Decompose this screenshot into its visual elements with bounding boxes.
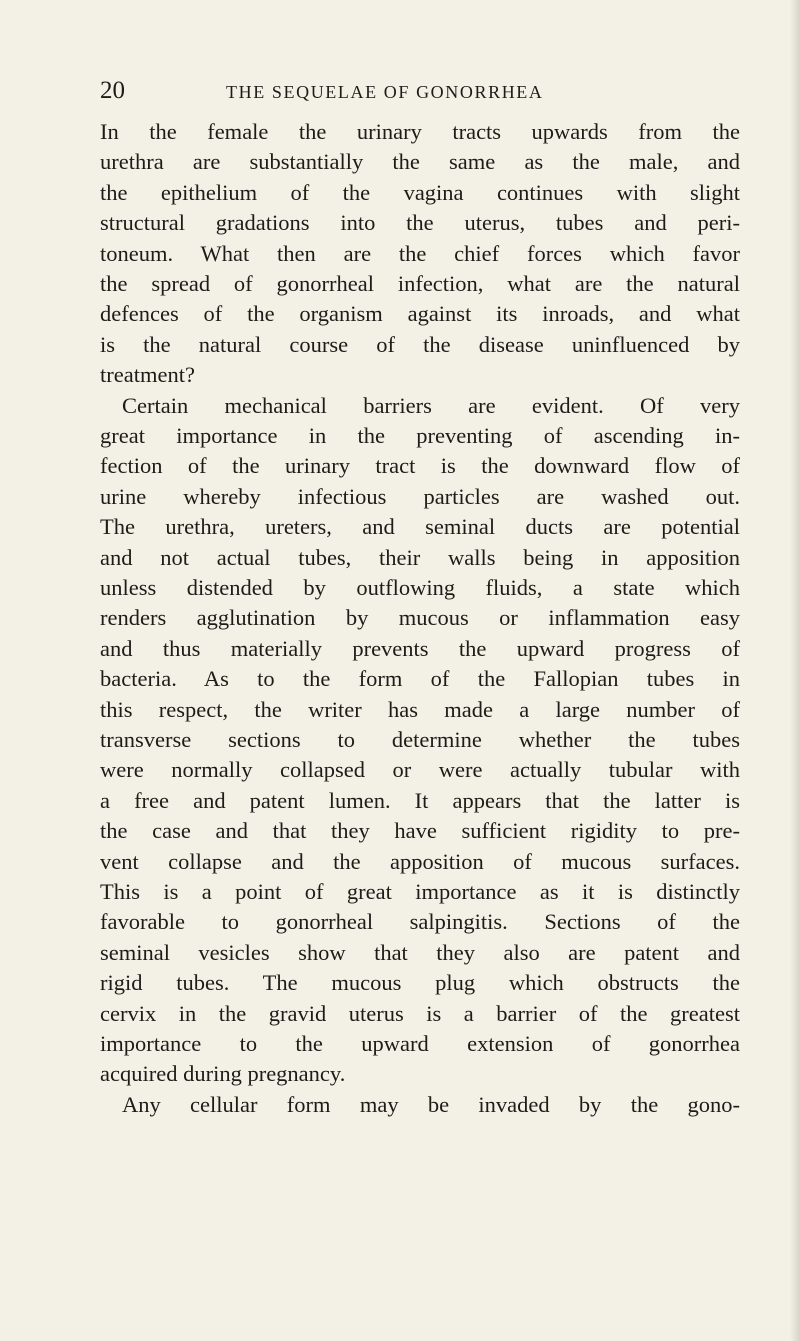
text-line: treatment? (100, 362, 195, 388)
text-line: unless distended by outflowing fluids, a state which (100, 575, 740, 600)
text-line: This is a point of great importance as it is distinctly (100, 879, 740, 904)
text-line: rigid tubes. The mucous plug which obstructs the (100, 970, 740, 996)
text-line: vent collapse and the apposition of mucous surfaces. (100, 848, 740, 874)
text-line: toneum. What then are the chief forces which favor (100, 240, 740, 266)
text-line: transverse sections to determine whether the tubes (100, 727, 740, 752)
text-line: The urethra, ureters, and seminal ducts are potential (100, 514, 740, 540)
text-line: and thus materially prevents the upward progress of (100, 635, 740, 661)
page-edge-shadow (790, 0, 800, 1341)
text-line: the case and that they have sufficient rigidity to pre- (100, 818, 740, 844)
text-line: importance to the upward extension of gonorrhea (100, 1031, 740, 1056)
text-line: is the natural course of the disease uninfluenced by (100, 331, 740, 357)
text-line: favorable to gonorrheal salpingitis. Sections of the (100, 909, 740, 935)
text-line: urine whereby infectious particles are washed out. (100, 483, 740, 509)
text-line: fection of the urinary tract is the downward flow of (100, 453, 740, 479)
text-line: structural gradations into the uterus, tubes and peri- (100, 210, 740, 236)
text-line: great importance in the preventing of ascending in- (100, 423, 740, 448)
text-line: were normally collapsed or were actually tubular with (100, 757, 740, 783)
text-line: urethra are substantially the same as the male, and (100, 149, 740, 175)
text-line: cervix in the gravid uterus is a barrier of the greatest (100, 1000, 740, 1026)
text-line: the spread of gonorrheal infection, what are the natural (100, 271, 740, 296)
page-header (0, 77, 800, 107)
text-line: acquired during pregnancy. (100, 1061, 346, 1087)
text-line: In the female the urinary tracts upwards from the (100, 119, 740, 144)
paragraph-start-line: Any cellular form may be invaded by the gono- (122, 1091, 740, 1117)
paragraph-start-line: Certain mechanical barriers are evident. Of very (122, 392, 740, 418)
running-title: THE SEQUELAE OF GONORRHEA (226, 82, 544, 102)
text-line: renders agglutination by mucous or inflammation easy (100, 605, 740, 631)
text-line: defences of the organism against its inroads, and what (100, 301, 740, 327)
text-line: seminal vesicles show that they also are patent and (100, 939, 740, 965)
text-line: bacteria. As to the form of the Fallopian tubes in (100, 666, 740, 692)
text-line: a free and patent lumen. It appears that the latter is (100, 787, 740, 813)
text-line: this respect, the writer has made a large number of (100, 696, 740, 722)
text-line: and not actual tubes, their walls being in apposition (100, 544, 740, 570)
page-number: 20 (100, 77, 125, 104)
text-line: the epithelium of the vagina continues with slight (100, 179, 740, 205)
